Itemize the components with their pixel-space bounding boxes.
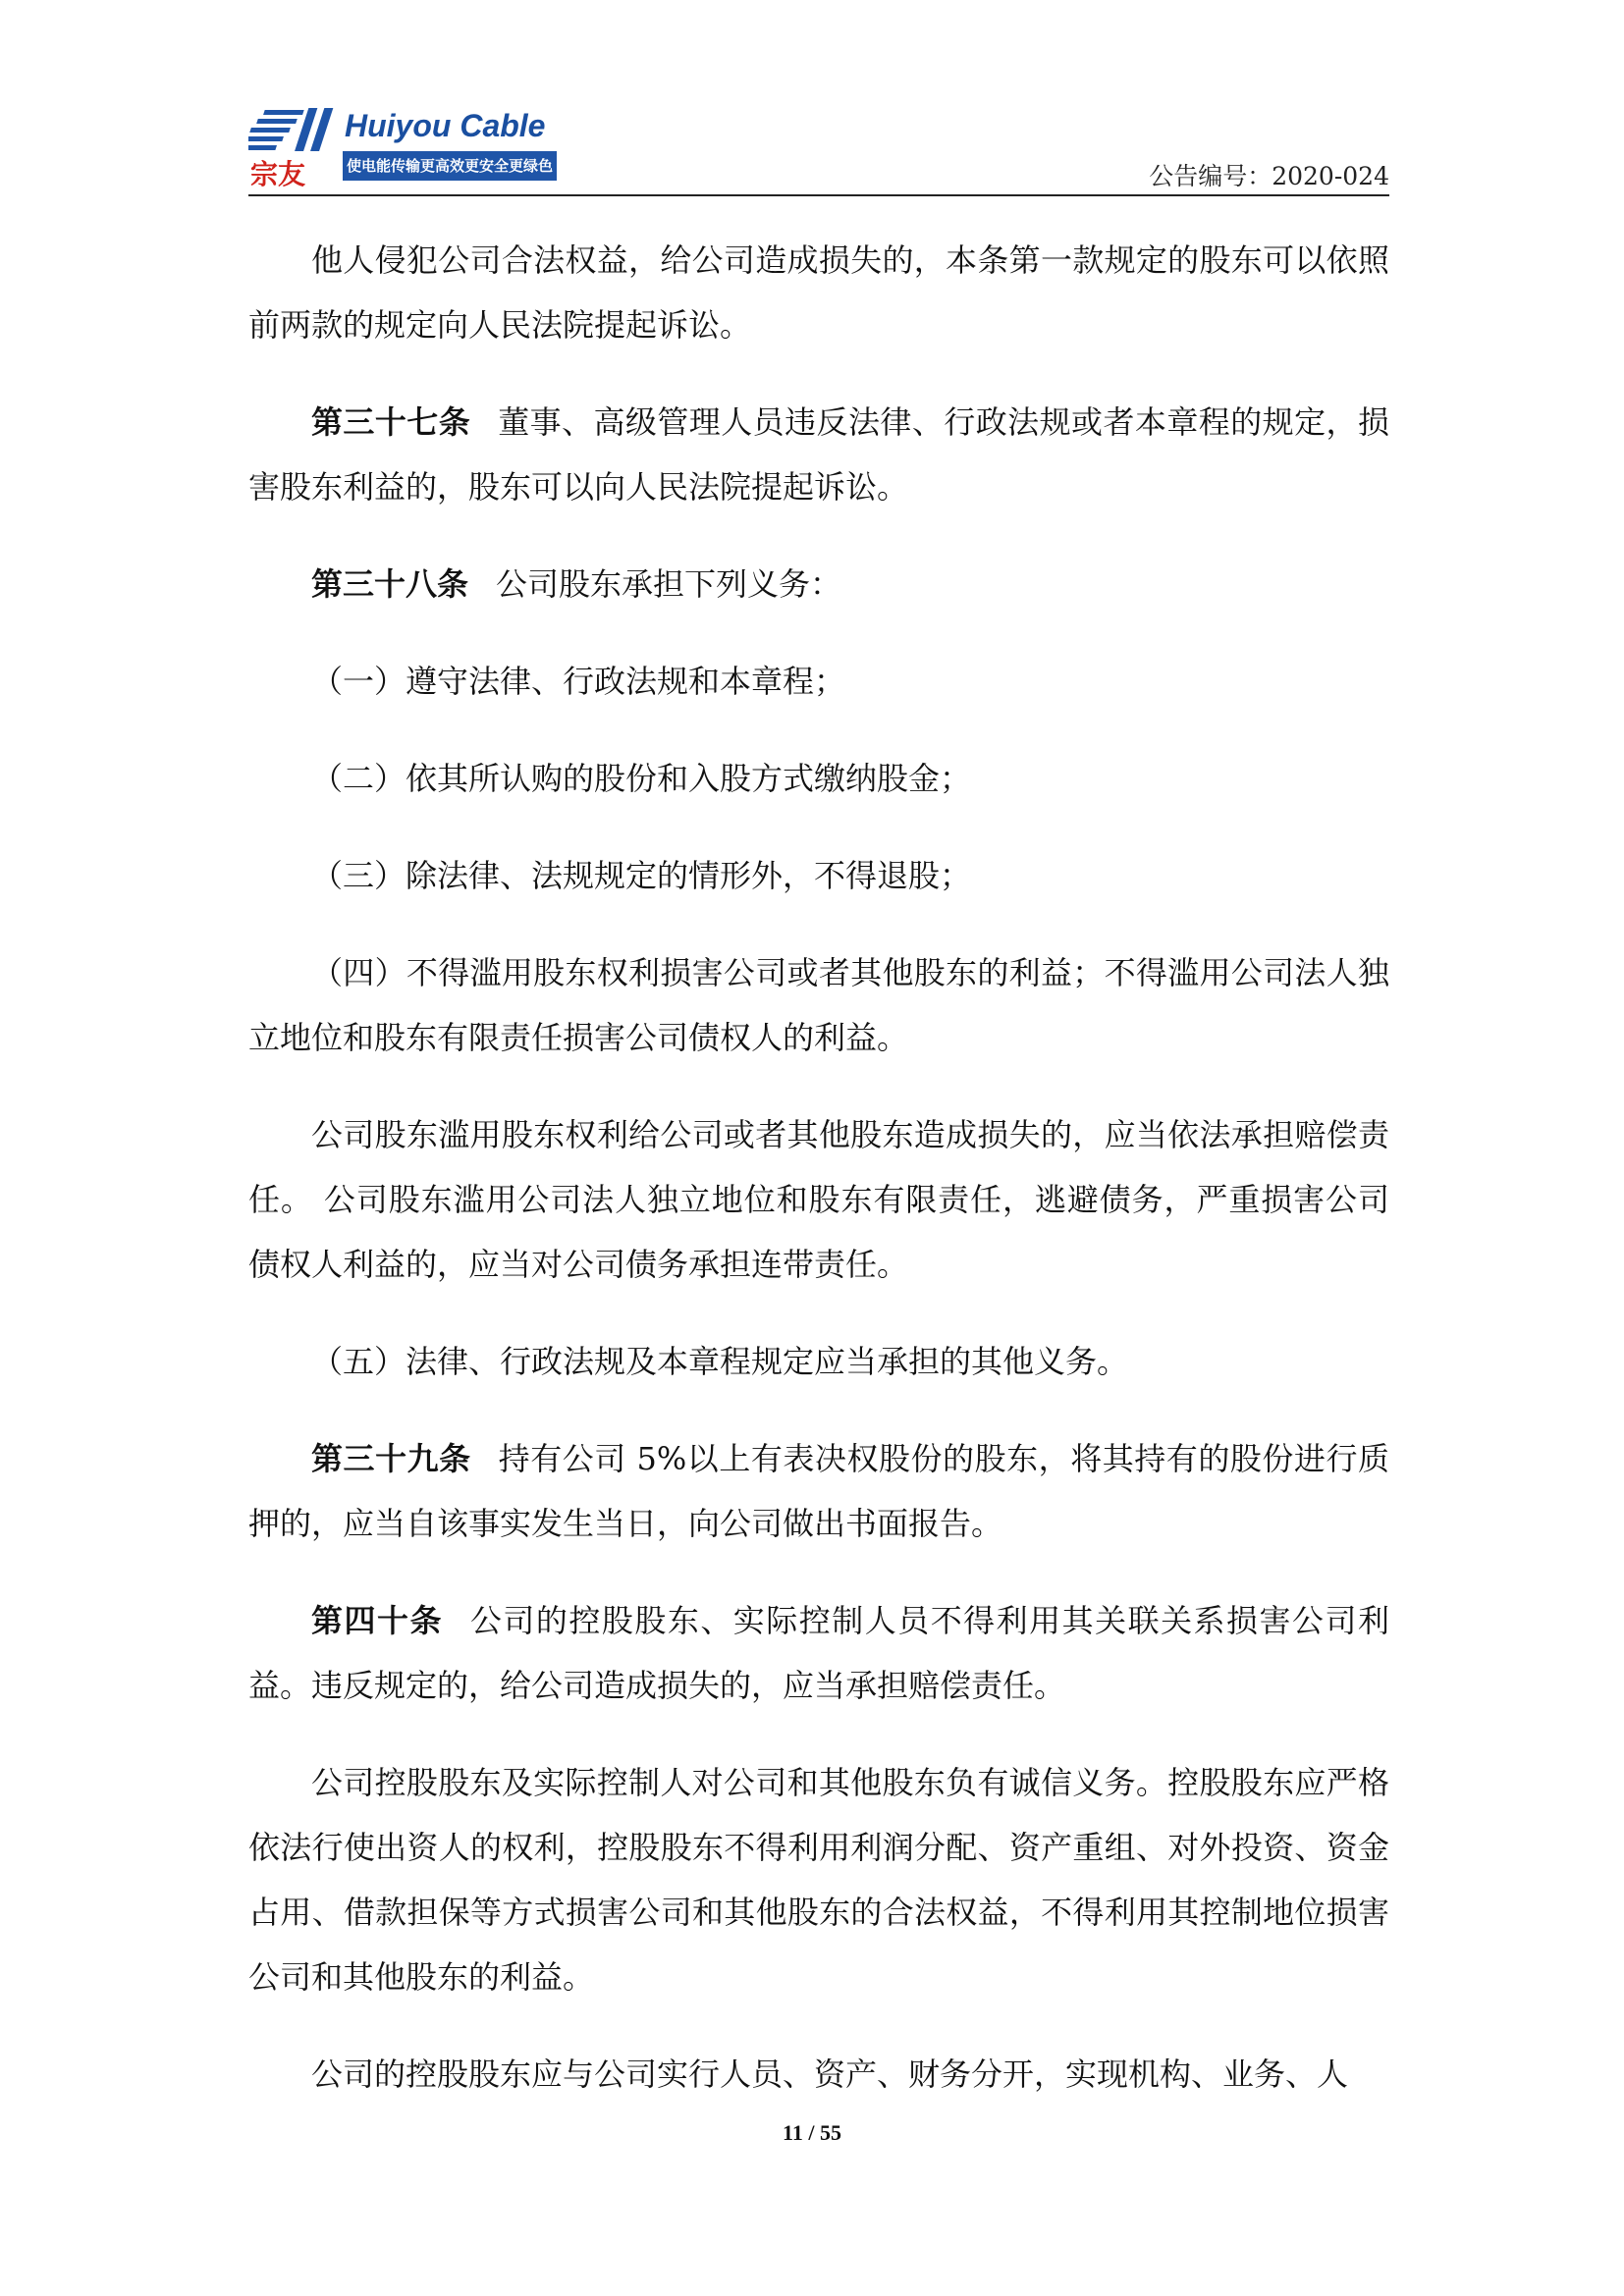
paragraph-text: 公司的控股股东应与公司实行人员、资产、财务分开，实现机构、业务、人 (311, 2056, 1349, 2093)
logo-mark-icon (248, 106, 343, 155)
article-paragraph (248, 1426, 1389, 1556)
page-header (248, 106, 1389, 196)
article-paragraph (248, 552, 1389, 616)
logo-wordmark: Huiyou Cable (345, 108, 546, 143)
paragraph-text: （四）不得滥用股东权利损害公司或者其他股东的利益；不得滥用公司法人独立地位和股东有限责任损害公司债权人的利益。 (248, 954, 1389, 1056)
paragraph-text: 公司控股股东及实际控制人对公司和其他股东负有诚信义务。控股股东应严格依法行使出资人的权利，控股股东不得利用利润分配、资产重组、对外投资、资金占用、借款担保等方式损害公司和其他股东的合法权益，不得利用其控制地位损害公司和其他股东的利益。 (248, 1764, 1389, 1996)
paragraph-text: 公司的控股股东、实际控制人员不得利用其关联关系损害公司利益。违反规定的，给公司造成损失的，应当承担赔偿责任。 (248, 1602, 1389, 1704)
body-paragraph (248, 649, 1389, 714)
article-number: 第三十七条 (311, 403, 471, 441)
paragraph-text: （三）除法律、法规规定的情形外，不得退股； (311, 857, 972, 894)
paragraph-text: 公司股东承担下列义务： (496, 565, 842, 603)
body-paragraph (248, 843, 1389, 908)
company-logo (248, 106, 563, 192)
paragraph-text: （一）遵守法律、行政法规和本章程； (311, 663, 846, 700)
paragraph-text: 董事、高级管理人员违反法律、行政法规或者本章程的规定，损害股东利益的，股东可以向人民法院提起诉讼。 (248, 403, 1389, 506)
page-number: 11 / 55 (783, 2120, 841, 2145)
article-number: 第三十八条 (311, 565, 469, 603)
body-paragraph (248, 940, 1389, 1070)
article-paragraph (248, 1588, 1389, 1718)
document-body (248, 228, 1389, 2107)
paragraph-text: 持有公司 5%以上有表决权股份的股东，将其持有的股份进行质押的，应当自该事实发生当日，向公司做出书面报告。 (248, 1440, 1389, 1542)
body-paragraph (248, 2042, 1389, 2107)
body-paragraph (248, 1750, 1389, 2009)
body-paragraph (248, 1329, 1389, 1394)
body-paragraph (248, 228, 1389, 357)
paragraph-text: 他人侵犯公司合法权益，给公司造成损失的，本条第一款规定的股东可以依照前两款的规定向人民法院提起诉讼。 (248, 241, 1389, 344)
paragraph-text: （二）依其所认购的股份和入股方式缴纳股金； (311, 760, 972, 797)
body-paragraph (248, 1102, 1389, 1297)
logo-slogan: 使电能传输更高效更安全更绿色 (343, 151, 557, 181)
article-number: 第四十条 (311, 1602, 443, 1639)
article-number: 第三十九条 (311, 1440, 471, 1477)
paragraph-text: （五）法律、行政法规及本章程规定应当承担的其他义务。 (311, 1343, 1129, 1380)
notice-number: 公告编号：2020-024 (1149, 162, 1389, 190)
body-paragraph (248, 746, 1389, 811)
paragraph-text: 公司股东滥用股东权利给公司或者其他股东造成损失的，应当依法承担赔偿责任。 公司股东滥用公司法人独立地位和股东有限责任，逃避债务，严重损害公司债权人利益的，应当对公司债务承担连带责任。 (248, 1116, 1389, 1283)
article-paragraph (248, 390, 1389, 519)
header-divider (248, 194, 1389, 196)
logo-chinese-name: 宗友 (250, 158, 306, 190)
